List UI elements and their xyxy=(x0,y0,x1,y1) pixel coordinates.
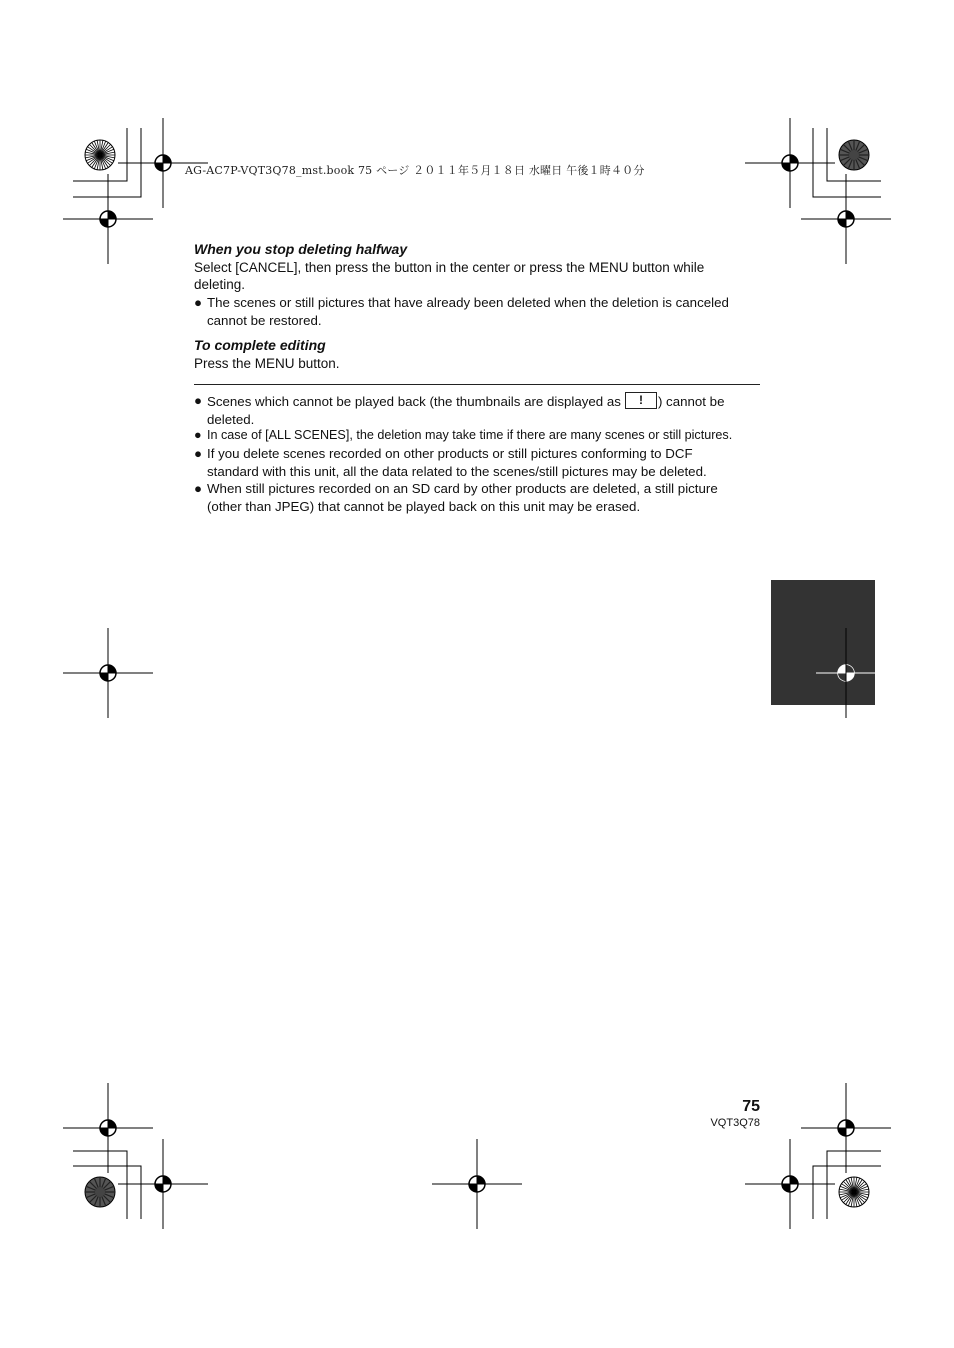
stop-deleting-text-line2: deleting. xyxy=(194,277,246,292)
stop-deleting-bullet-line1: The scenes or still pictures that have already been deleted when the deletion is canceled xyxy=(207,295,729,310)
bullet-marker: ● xyxy=(194,428,202,442)
complete-editing-text: Press the MENU button. xyxy=(194,356,340,371)
note-4-line2: (other than JPEG) that cannot be played back on this unit may be erased. xyxy=(207,498,641,514)
page-number: 75 xyxy=(742,1098,760,1115)
note-1-text-a: Scenes which cannot be played back (the thumbnails are displayed as xyxy=(207,394,621,409)
note-item-1 xyxy=(194,392,760,428)
note-1-line1 xyxy=(207,392,760,411)
section-divider xyxy=(194,384,760,385)
heading-stop-deleting: When you stop deleting halfway xyxy=(194,241,408,257)
note-item-2 xyxy=(194,427,760,445)
note-1-text-b: ) cannot be xyxy=(657,394,725,409)
print-info-line: AG-AC7P-VQT3Q78_mst.book 75 ページ ２０１１年５月１８日 水曜日 午後１時４０分 xyxy=(185,164,645,177)
unplayable-thumbnail-icon xyxy=(625,392,657,409)
note-1-line2: deleted. xyxy=(207,411,255,427)
bullet-marker: ● xyxy=(194,295,203,310)
bullet-marker: ● xyxy=(194,481,203,496)
model-code: VQT3Q78 xyxy=(710,1117,760,1129)
note-item-4 xyxy=(194,480,760,515)
heading-complete-editing: To complete editing xyxy=(194,337,326,353)
note-4-line1: When still pictures recorded on an SD card by other products are deleted, a still picture xyxy=(207,481,718,496)
note-3-line2: standard with this unit, all the data related to the scenes/still pictures may be deleted. xyxy=(207,463,707,479)
stop-deleting-bullet-line2: cannot be restored. xyxy=(207,312,322,328)
stop-deleting-text-line1: Select [CANCEL], then press the button in the center or press the MENU button while xyxy=(194,260,705,275)
stop-deleting-bullet xyxy=(194,294,760,329)
bullet-marker: ● xyxy=(194,446,203,461)
note-3-line1: If you delete scenes recorded on other products or still pictures conforming to DCF xyxy=(207,446,693,461)
exclamation-icon: ! xyxy=(638,393,643,407)
bullet-marker: ● xyxy=(194,393,203,408)
note-2-line1: In case of [ALL SCENES], the deletion may take time if there are many scenes or still pictures. xyxy=(207,428,733,442)
note-item-3 xyxy=(194,445,760,480)
